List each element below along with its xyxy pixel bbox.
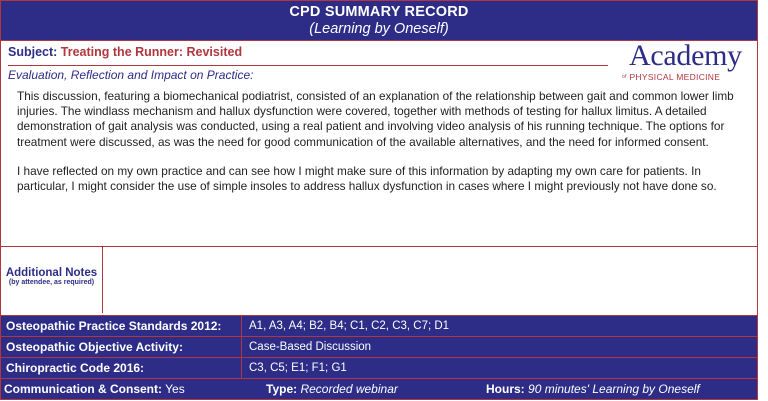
- chiropractic-code-label: Chiropractic Code 2016:: [6, 361, 145, 375]
- logo-wordmark: Academy: [629, 39, 742, 72]
- standards-row: [1, 315, 757, 336]
- reflection-text: [17, 89, 747, 208]
- notes-subtitle: (by attendee, as required): [8, 279, 95, 286]
- reflection-paragraph-2: I have reflected on my own practice and can see how I might make sure of this information by adapting my own care for patients. In particular, I might consider the use of simple insoles to address hallux dysfunction in cases where I might previously not have done so.: [17, 163, 717, 194]
- chiropractic-code-value: C3, C5; E1; F1; G1: [249, 362, 347, 374]
- additional-notes-field[interactable]: [104, 247, 754, 313]
- divider: [241, 337, 242, 357]
- objective-activity-label: Osteopathic Objective Activity:: [6, 340, 183, 354]
- divider: [241, 358, 242, 378]
- subject-value: Treating the Runner: Revisited: [60, 45, 243, 59]
- consent-value: Yes: [165, 382, 185, 396]
- type-label: Type:: [266, 382, 298, 396]
- record-subtitle: (Learning by Oneself): [309, 21, 449, 37]
- notes-title: Additional Notes: [5, 267, 98, 279]
- standards-label: Osteopathic Practice Standards 2012:: [6, 319, 222, 333]
- subject-label: Subject:: [8, 45, 58, 59]
- evaluation-heading: Evaluation, Reflection and Impact on Practice:: [8, 65, 608, 82]
- subject-line: [8, 45, 242, 59]
- type-value: Recorded webinar: [300, 382, 398, 396]
- consent-item: [4, 382, 185, 396]
- objective-activity-row: [1, 336, 757, 357]
- hours-value: 90 minutes' Learning by Oneself: [528, 382, 700, 396]
- record-header: [1, 1, 757, 41]
- reflection-paragraph-1: This discussion, featuring a biomechanical podiatrist, consisted of an explanation of the relationship between gait and common lower limb injuries. The windlass mechanism and hallux dysfunction were covered, together with methods of testing for hallux limitus. A detailed demonstration of gait analysis was conducted, using a real patient and involving video analysis of his running technique. The options for treatment were discussed, as was the need for good communication of the available alternatives, and the need for informed consent.: [17, 89, 734, 149]
- consent-label: Communication & Consent:: [4, 382, 162, 396]
- hours-label: Hours:: [486, 382, 525, 396]
- chiropractic-code-row: [1, 357, 757, 378]
- divider: [241, 316, 242, 336]
- logo-tagline: $^{of}$ PHYSICAL MEDICINE: [622, 72, 721, 82]
- footer-row: [1, 378, 757, 400]
- type-item: [266, 382, 398, 396]
- academy-logo: [619, 39, 751, 85]
- objective-activity-value: Case-Based Discussion: [249, 341, 372, 353]
- standards-value: A1, A3, A4; B2, B4; C1, C2, C3, C7; D1: [249, 320, 450, 332]
- additional-notes-label: [1, 247, 103, 313]
- record-title: CPD SUMMARY RECORD: [289, 4, 469, 20]
- hours-item: [486, 382, 700, 396]
